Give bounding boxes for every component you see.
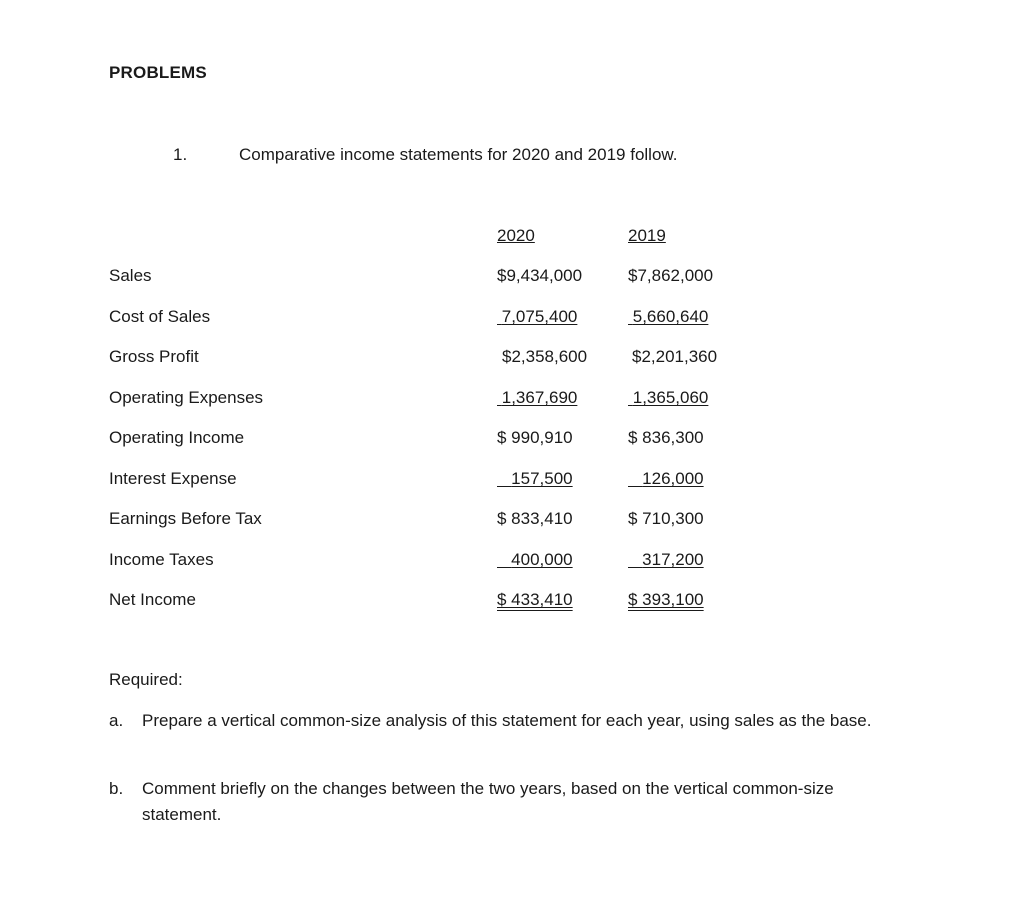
cell-operating-expenses-2020: 1,367,690 [501,388,578,407]
row-label-operating-expenses: Operating Expenses [109,388,264,407]
cell-sales-2020: $9,434,000 [497,266,583,285]
row-label-cost-of-sales: Cost of Sales [109,307,211,326]
problem-number: 1. [173,145,188,164]
row-label-interest-expense: Interest Expense [109,469,237,488]
cell-earnings-before-tax-2019: $ 710,300 [628,509,704,528]
cell-net-income-2019: $ 393,100 [628,590,704,609]
cell-gross-profit-2020: $2,358,600 [502,347,588,366]
cell-operating-income-2020: $ 990,910 [497,428,573,447]
column-header-2019: 2019 [628,226,666,245]
cell-sales-2019: $7,862,000 [628,266,714,285]
row-label-income-taxes: Income Taxes [109,550,214,569]
cell-gross-profit-2019: $2,201,360 [632,347,718,366]
row-label-gross-profit: Gross Profit [109,347,199,366]
row-label-earnings-before-tax: Earnings Before Tax [109,509,262,528]
cell-interest-expense-2019: 126,000 [642,469,704,488]
row-label-operating-income: Operating Income [109,428,245,447]
cell-cost-of-sales-2019: 5,660,640 [632,307,709,326]
cell-income-taxes-2019: 317,200 [642,550,704,569]
problem-intro: Comparative income statements for 2020 and 2019 follow. [239,145,678,164]
row-label-sales: Sales [109,266,152,285]
cell-interest-expense-2020: 157,500 [511,469,573,488]
item-letter-b: b. [109,779,124,798]
cell-net-income-2020: $ 433,410 [497,590,573,609]
item-text-a: Prepare a vertical common-size analysis of this statement for each year, using sales as the base. [142,711,872,730]
cell-earnings-before-tax-2020: $ 833,410 [497,509,573,528]
column-header-2020: 2020 [497,226,535,245]
cell-cost-of-sales-2020: 7,075,400 [501,307,578,326]
cell-operating-expenses-2019: 1,365,060 [632,388,709,407]
item-letter-a: a. [109,711,124,730]
required-label: Required: [109,670,183,689]
cell-operating-income-2019: $ 836,300 [628,428,704,447]
section-heading: PROBLEMS [109,63,207,82]
row-label-net-income: Net Income [109,590,196,609]
item-text-b: Comment briefly on the changes between the two years, based on the vertical common-size statement. [142,779,834,824]
cell-income-taxes-2020: 400,000 [511,550,573,569]
